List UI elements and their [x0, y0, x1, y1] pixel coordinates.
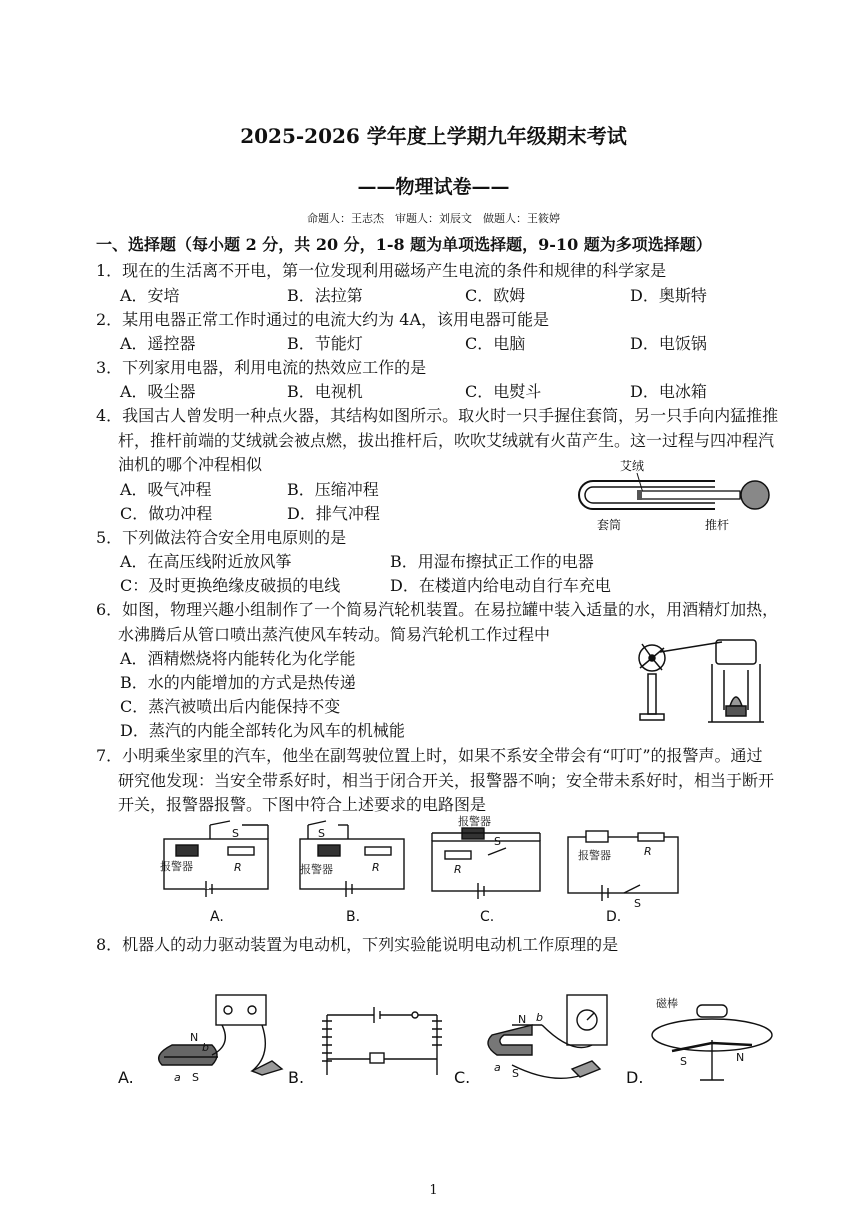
q7-line-2: 研究他发现：当安全带系好时，相当于闭合开关，报警器不响；安全带未系好时，相当于断开 — [118, 771, 775, 790]
exam-title: 2025-2026 学年度上学期九年级期末考试 — [240, 124, 627, 148]
q5-stem: 5．下列做法符合安全用电原则的是 — [96, 528, 347, 547]
fig-label-taotong: 套筒 — [597, 518, 622, 532]
q4-option-d: D．排气冲程 — [287, 504, 380, 523]
section-heading: 一、选择题（每小题 2 分，共 20 分，1-8 题为单项选择题，9-10 题为多项选择题） — [96, 235, 712, 254]
circuit-b-s-label: S — [318, 827, 325, 840]
page-number: 1 — [429, 1183, 438, 1198]
exp-c-b-label: b — [536, 1011, 543, 1024]
circuit-c-s-label: S — [494, 835, 501, 848]
q6-option-c: C．蒸汽被喷出后内能保持不变 — [120, 697, 341, 716]
experiment-a — [159, 995, 282, 1075]
q4-option-a: A．吸气冲程 — [120, 480, 212, 499]
q1-option-d: D．奥斯特 — [630, 286, 707, 305]
circuit-a — [164, 821, 268, 897]
exp-c-s-label: S — [512, 1067, 519, 1080]
circuit-c-alarm-label: 报警器 — [458, 815, 491, 828]
exp-a-b-label: b — [202, 1041, 209, 1054]
circuit-b — [300, 821, 404, 897]
exp-a-a-label: a — [174, 1071, 181, 1084]
exp-d-n-label: N — [736, 1051, 745, 1064]
exp-c-n-label: N — [518, 1013, 527, 1026]
q4-line-3: 油机的哪个冲程相似 — [118, 455, 263, 474]
q2-option-a: A．遥控器 — [120, 334, 196, 353]
circuit-c-r-label: R — [454, 863, 462, 876]
q7-line-1: 7．小明乘坐家里的汽车，他坐在副驾驶位置上时，如果不系安全带会有“叮叮”的报警声。通过 — [96, 746, 763, 765]
q6-line-2: 水沸腾后从管口喷出蒸汽使风车转动。简易汽轮机工作过程中 — [118, 625, 551, 644]
authors-line: 命题人：王志杰 审题人：刘辰文 做题人：王筱婷 — [307, 212, 560, 225]
experiment-c — [488, 995, 607, 1078]
q3-option-d: D．电冰箱 — [630, 382, 707, 401]
q5-option-a: A．在高压线附近放风筝 — [120, 552, 292, 571]
circuit-d-s-label: S — [634, 897, 641, 910]
q6-option-d: D．蒸汽的内能全部转化为风车的机械能 — [120, 721, 405, 740]
q1-option-c: C．欧姆 — [465, 286, 526, 305]
q6-option-b: B．水的内能增加的方式是热传递 — [120, 673, 356, 692]
q5-option-d: D．在楼道内给电动自行车充电 — [390, 576, 611, 595]
circuit-a-choice: A. — [210, 909, 224, 925]
q1-option-b: B．法拉第 — [287, 286, 363, 305]
circuit-c-choice: C. — [480, 909, 495, 925]
exp-d-magnet-label: 磁棒 — [656, 997, 678, 1010]
fire-starter-figure — [575, 455, 785, 535]
q3-option-a: A．吸尘器 — [120, 382, 196, 401]
q7-circuits-figure — [150, 815, 690, 925]
experiment-b — [322, 1007, 442, 1075]
steam-turbine-figure — [632, 630, 772, 730]
q6-line-1: 6．如图，物理兴趣小组制作了一个简易汽轮机装置。在易拉罐中装入适量的水，用酒精灯加热， — [96, 600, 779, 619]
q7-line-3: 开关，报警器报警。下图中符合上述要求的电路图是 — [118, 795, 487, 814]
q1-option-a: A．安培 — [120, 286, 180, 305]
q2-option-d: D．电饭锅 — [630, 334, 707, 353]
q1-stem: 1．现在的生活离不开电，第一位发现利用磁场产生电流的条件和规律的科学家是 — [96, 261, 667, 280]
exp-a-s-label: S — [192, 1071, 199, 1084]
exp-a-choice: A. — [118, 1068, 134, 1087]
circuit-b-r-label: R — [372, 861, 380, 874]
q8-stem: 8．机器人的动力驱动装置为电动机，下列实验能说明电动机工作原理的是 — [96, 935, 619, 954]
experiment-d — [652, 1005, 772, 1080]
q5-option-b: B．用湿布擦拭正工作的电器 — [390, 552, 594, 571]
exp-a-n-label: N — [190, 1031, 199, 1044]
circuit-d — [568, 831, 678, 901]
circuit-b-choice: B. — [346, 909, 361, 925]
fig-label-airong: 艾绒 — [620, 459, 645, 473]
q2-option-c: C．电脑 — [465, 334, 526, 353]
exp-d-s-label: S — [680, 1055, 687, 1068]
exp-c-a-label: a — [494, 1061, 501, 1074]
q4-line-2: 杆，推杆前端的艾绒就会被点燃，拔出推杆后，吹吹艾绒就有火苗产生。这一过程与四冲程汽 — [118, 431, 775, 450]
q4-option-b: B．压缩冲程 — [287, 480, 379, 499]
circuit-a-s-label: S — [232, 827, 239, 840]
q3-stem: 3．下列家用电器，利用电流的热效应工作的是 — [96, 358, 427, 377]
q8-experiments-figure — [112, 985, 792, 1095]
exam-subtitle: ——物理试卷—— — [357, 176, 510, 198]
circuit-d-choice: D. — [606, 909, 622, 925]
q2-stem: 2．某用电器正常工作时通过的电流大约为 4A，该用电器可能是 — [96, 310, 550, 329]
q4-option-c: C．做功冲程 — [120, 504, 213, 523]
q3-option-c: C．电熨斗 — [465, 382, 542, 401]
circuit-d-r-label: R — [644, 845, 652, 858]
exp-d-choice: D. — [626, 1068, 644, 1087]
q6-option-a: A．酒精燃烧将内能转化为化学能 — [120, 649, 356, 668]
q5-option-c: C：及时更换绝缘皮破损的电线 — [120, 576, 341, 595]
circuit-d-alarm-label: 报警器 — [578, 849, 611, 862]
q4-line-1: 4．我国古人曾发明一种点火器，其结构如图所示。取火时一只手握住套筒，另一只手向内猛推推 — [96, 406, 779, 425]
circuit-a-r-label: R — [234, 861, 242, 874]
exp-c-choice: C. — [454, 1068, 471, 1087]
q2-option-b: B．节能灯 — [287, 334, 363, 353]
circuit-a-alarm-label: 报警器 — [160, 860, 193, 873]
circuit-b-alarm-label: 报警器 — [300, 863, 333, 876]
fig-label-tuigan: 推杆 — [705, 518, 730, 532]
exp-b-choice: B. — [288, 1068, 305, 1087]
circuit-c — [432, 828, 540, 899]
q3-option-b: B．电视机 — [287, 382, 363, 401]
